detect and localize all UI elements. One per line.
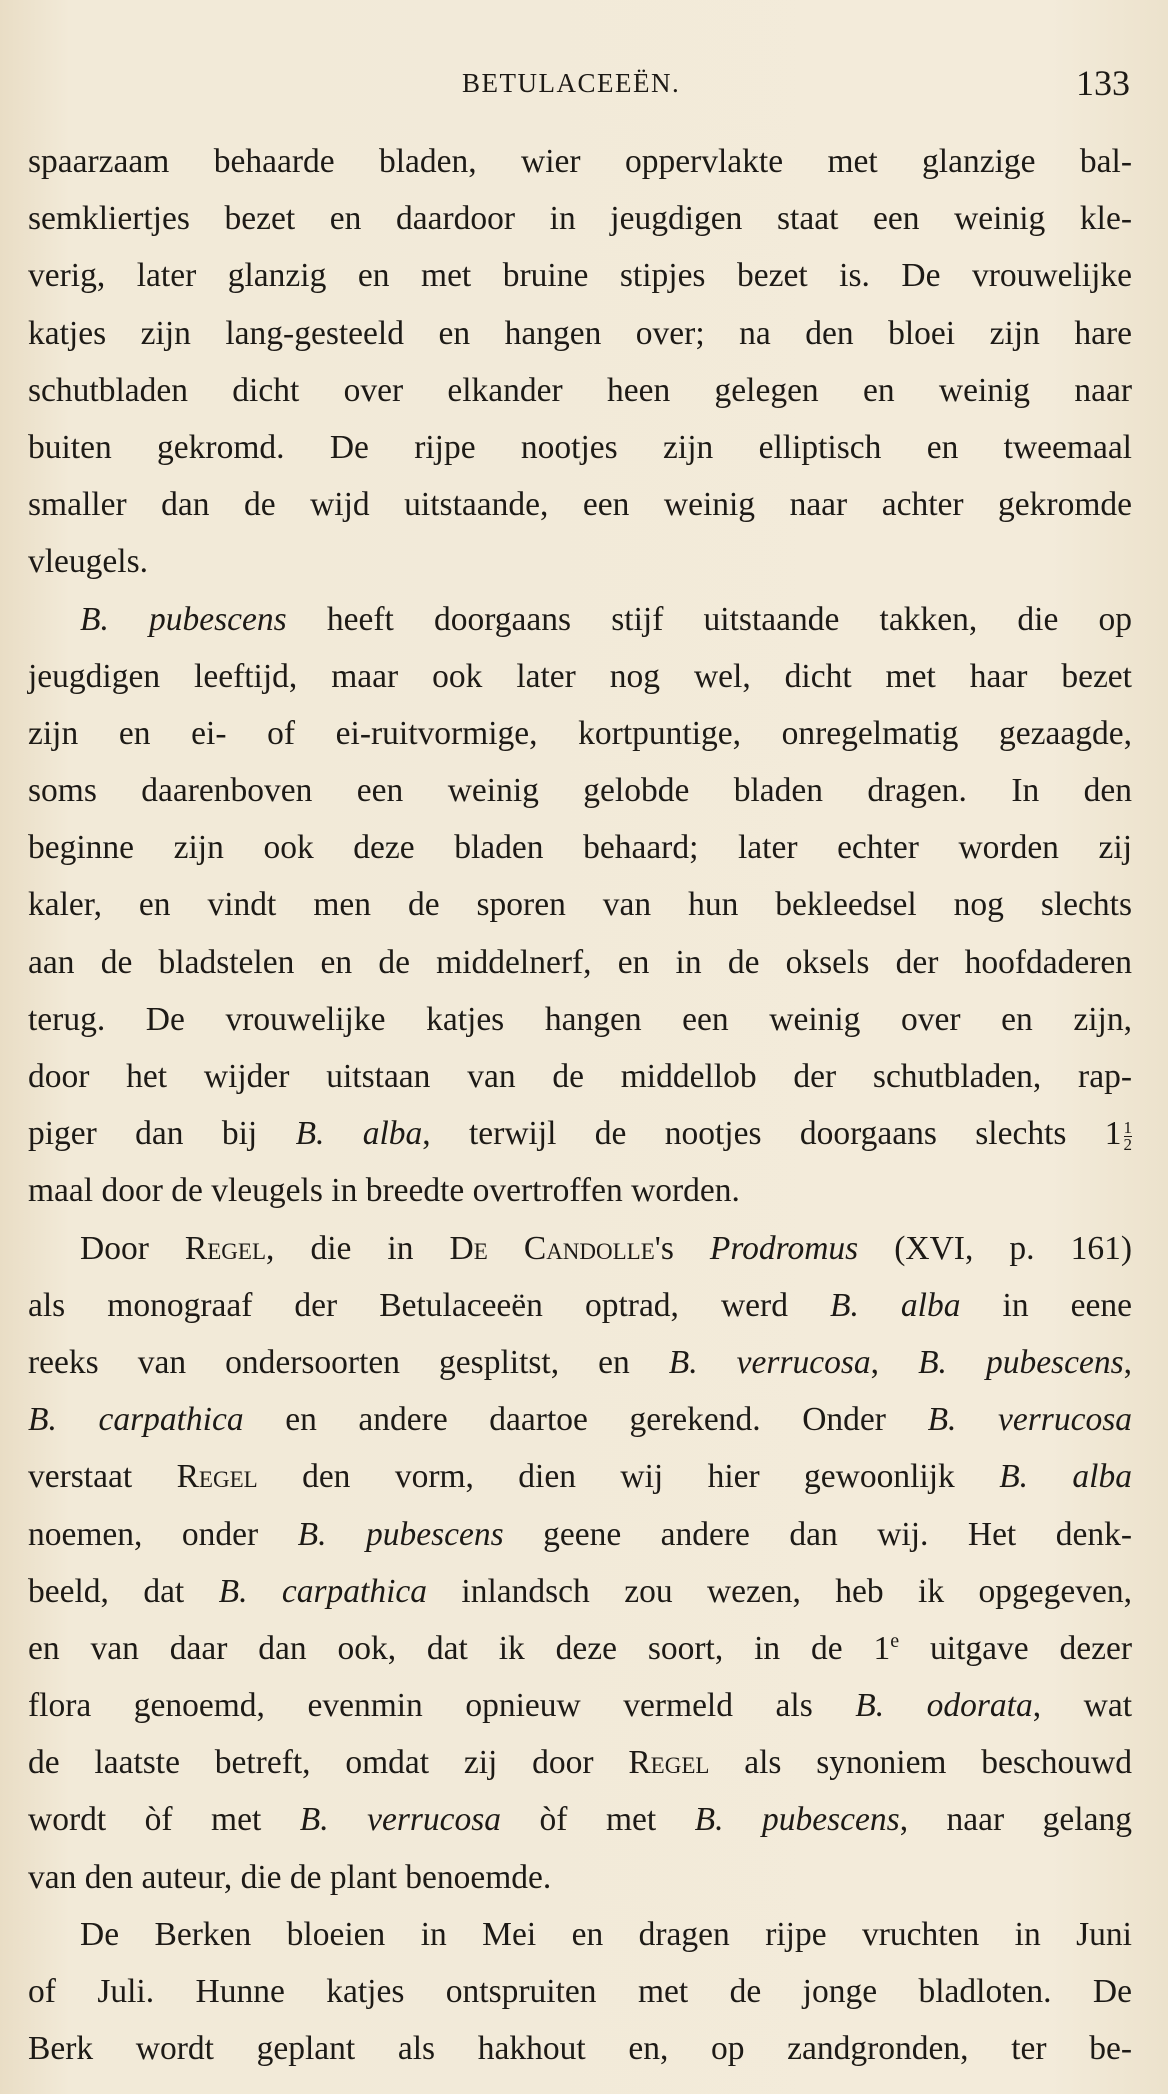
text-line-4: katjes zijn lang-gesteeld en hangen over; na den bloei zijn hare — [28, 314, 1132, 352]
text-run: in eene — [960, 1286, 1132, 1324]
text-run: piger dan bij — [28, 1115, 296, 1153]
species-name: B. carpathica — [218, 1572, 428, 1610]
species-name: B. verrucosa — [927, 1401, 1132, 1439]
text-line-15: aan de bladstelen en de middelnerf, en in de oksels der hoofdaderen — [28, 943, 1132, 981]
text-run: , wat — [1032, 1687, 1133, 1725]
species-name: B. odorata — [855, 1687, 1033, 1725]
text-line-12: soms daarenboven een weinig gelobde bladen dragen. In den — [28, 772, 1132, 810]
text-run: Door — [80, 1229, 185, 1267]
species-name: B. pubescens — [694, 1801, 900, 1839]
species-name: B. verrucosa — [299, 1801, 502, 1839]
page-header — [0, 62, 1168, 106]
text-line-22 — [28, 1334, 1132, 1391]
text-line-28 — [28, 1677, 1132, 1734]
fraction-denominator: 2 — [1123, 1135, 1132, 1154]
text-run: als synoniem beschouwd — [709, 1744, 1132, 1782]
text-line-30 — [28, 1791, 1132, 1848]
text-run: inlandsch zou wezen, heb ik opgegeven, — [427, 1572, 1132, 1610]
text-line-32: De Berken bloeien in Mei en dragen rijpe vruchten in Juni — [80, 1915, 1132, 1953]
author-name: Regel — [628, 1744, 710, 1782]
text-line-25 — [28, 1506, 1132, 1563]
text-line-33: of Juli. Hunne katjes ontspruiten met de jonge bladloten. De — [28, 1973, 1132, 2010]
species-name: B. alba — [999, 1458, 1132, 1496]
species-name: B. alba — [830, 1286, 961, 1324]
text-line-17: door het wijder uitstaan van de middellob der schutbladen, rap- — [28, 1058, 1132, 1095]
page-number: 133 — [1076, 63, 1130, 103]
text-line-3: verig, later glanzig en met bruine stipjes bezet is. De vrouwelijke — [28, 257, 1132, 295]
text-line-16: terug. De vrouwelijke katjes hangen een weinig over en zijn, — [28, 1000, 1132, 1038]
text-line-14: kaler, en vindt men de sporen van hun bekleedsel nog slechts — [28, 886, 1132, 924]
text-run: , — [1123, 1343, 1132, 1381]
text-run: wordt òf met — [28, 1801, 300, 1839]
text-line-29 — [28, 1734, 1132, 1791]
text-run: en van daar dan ook, dat ik deze soort, in de 1 — [28, 1629, 891, 1667]
text-line-20 — [28, 1220, 1132, 1277]
body-text — [28, 133, 1132, 2077]
species-name: B. pubescens — [80, 600, 287, 638]
text-run: uitgave dezer — [899, 1629, 1132, 1667]
text-run: flora genoemd, evenmin opnieuw vermeld als — [28, 1687, 856, 1725]
text-run: en andere daartoe gerekend. Onder — [243, 1401, 928, 1439]
text-run: noemen, onder — [28, 1515, 298, 1553]
author-name: Regel — [176, 1458, 258, 1496]
author-name: Regel — [184, 1229, 267, 1267]
text-run: reeks van ondersoorten gesplitst, en — [28, 1343, 669, 1381]
text-line-18 — [28, 1105, 1132, 1162]
text-run: de laatste betreft, omdat zij door — [28, 1744, 629, 1782]
fraction — [1124, 1120, 1133, 1153]
text-run: (XVI, p. 161) — [858, 1229, 1132, 1267]
species-name: B. verrucosa — [668, 1343, 871, 1381]
text-line-31: van den auteur, die de plant benoemde. — [28, 1858, 552, 1896]
text-run: , — [870, 1343, 919, 1381]
text-run: òf met — [501, 1801, 695, 1839]
text-run: als monograaf der Betulaceeën optrad, werd — [28, 1286, 831, 1324]
text-run: den vorm, dien wij hier gewoonlijk — [257, 1458, 1000, 1496]
text-line-13: beginne zijn ook deze bladen behaard; later echter worden zij — [28, 829, 1132, 867]
running-head: BETULACEEËN. — [462, 68, 681, 98]
text-line-11: zijn en ei- of ei-ruitvormige, kortpuntige, onregelmatig gezaagde, — [28, 714, 1132, 752]
text-run: heeft doorgaans stijf uitstaande takken, die op — [286, 600, 1132, 638]
text-run: beeld, dat — [28, 1572, 219, 1610]
text-line-2: semkliertjes bezet en daardoor in jeugdigen staat een weinig kle- — [28, 200, 1132, 238]
work-title: Prodromus — [709, 1229, 859, 1267]
species-name: B. carpathica — [28, 1401, 244, 1439]
text-line-24 — [28, 1448, 1132, 1505]
fraction-numerator: 1 — [1123, 1118, 1132, 1137]
text-line-23 — [28, 1391, 1132, 1448]
text-line-6: buiten gekromd. De rijpe nootjes zijn elliptisch en tweemaal — [28, 428, 1132, 466]
text-line-8: vleugels. — [28, 543, 149, 581]
text-run: , terwijl de nootjes doorgaans slechts 1 — [422, 1115, 1122, 1153]
superscript: e — [890, 1629, 900, 1652]
species-name: B. pubescens — [918, 1343, 1124, 1381]
text-line-34: Berk wordt geplant als hakhout en, op zandgronden, ter be- — [28, 2030, 1132, 2068]
author-name: De Candolle — [449, 1229, 655, 1267]
text-run: 's — [654, 1229, 710, 1267]
species-name: B. pubescens — [297, 1515, 504, 1553]
text-line-1: spaarzaam behaarde bladen, wier oppervlakte met glanzige bal- — [28, 143, 1132, 180]
text-line-26 — [28, 1563, 1132, 1620]
text-line-7: smaller dan de wijd uitstaande, een weinig naar achter gekromde — [28, 486, 1132, 524]
text-run: , die in — [266, 1229, 450, 1267]
text-line-27 — [28, 1620, 1132, 1677]
text-run: geene andere dan wij. Het denk- — [503, 1515, 1132, 1553]
text-line-5: schutbladen dicht over elkander heen gelegen en weinig naar — [28, 371, 1132, 409]
text-run: , naar gelang — [899, 1801, 1132, 1839]
text-run: verstaat — [28, 1458, 177, 1496]
text-line-19: maal door de vleugels in breedte overtroffen worden. — [28, 1172, 740, 1210]
species-name: B. alba — [295, 1115, 423, 1153]
text-line-10: jeugdigen leeftijd, maar ook later nog wel, dicht met haar bezet — [28, 657, 1132, 695]
text-line-21 — [28, 1277, 1132, 1334]
text-line-9 — [28, 591, 1132, 648]
